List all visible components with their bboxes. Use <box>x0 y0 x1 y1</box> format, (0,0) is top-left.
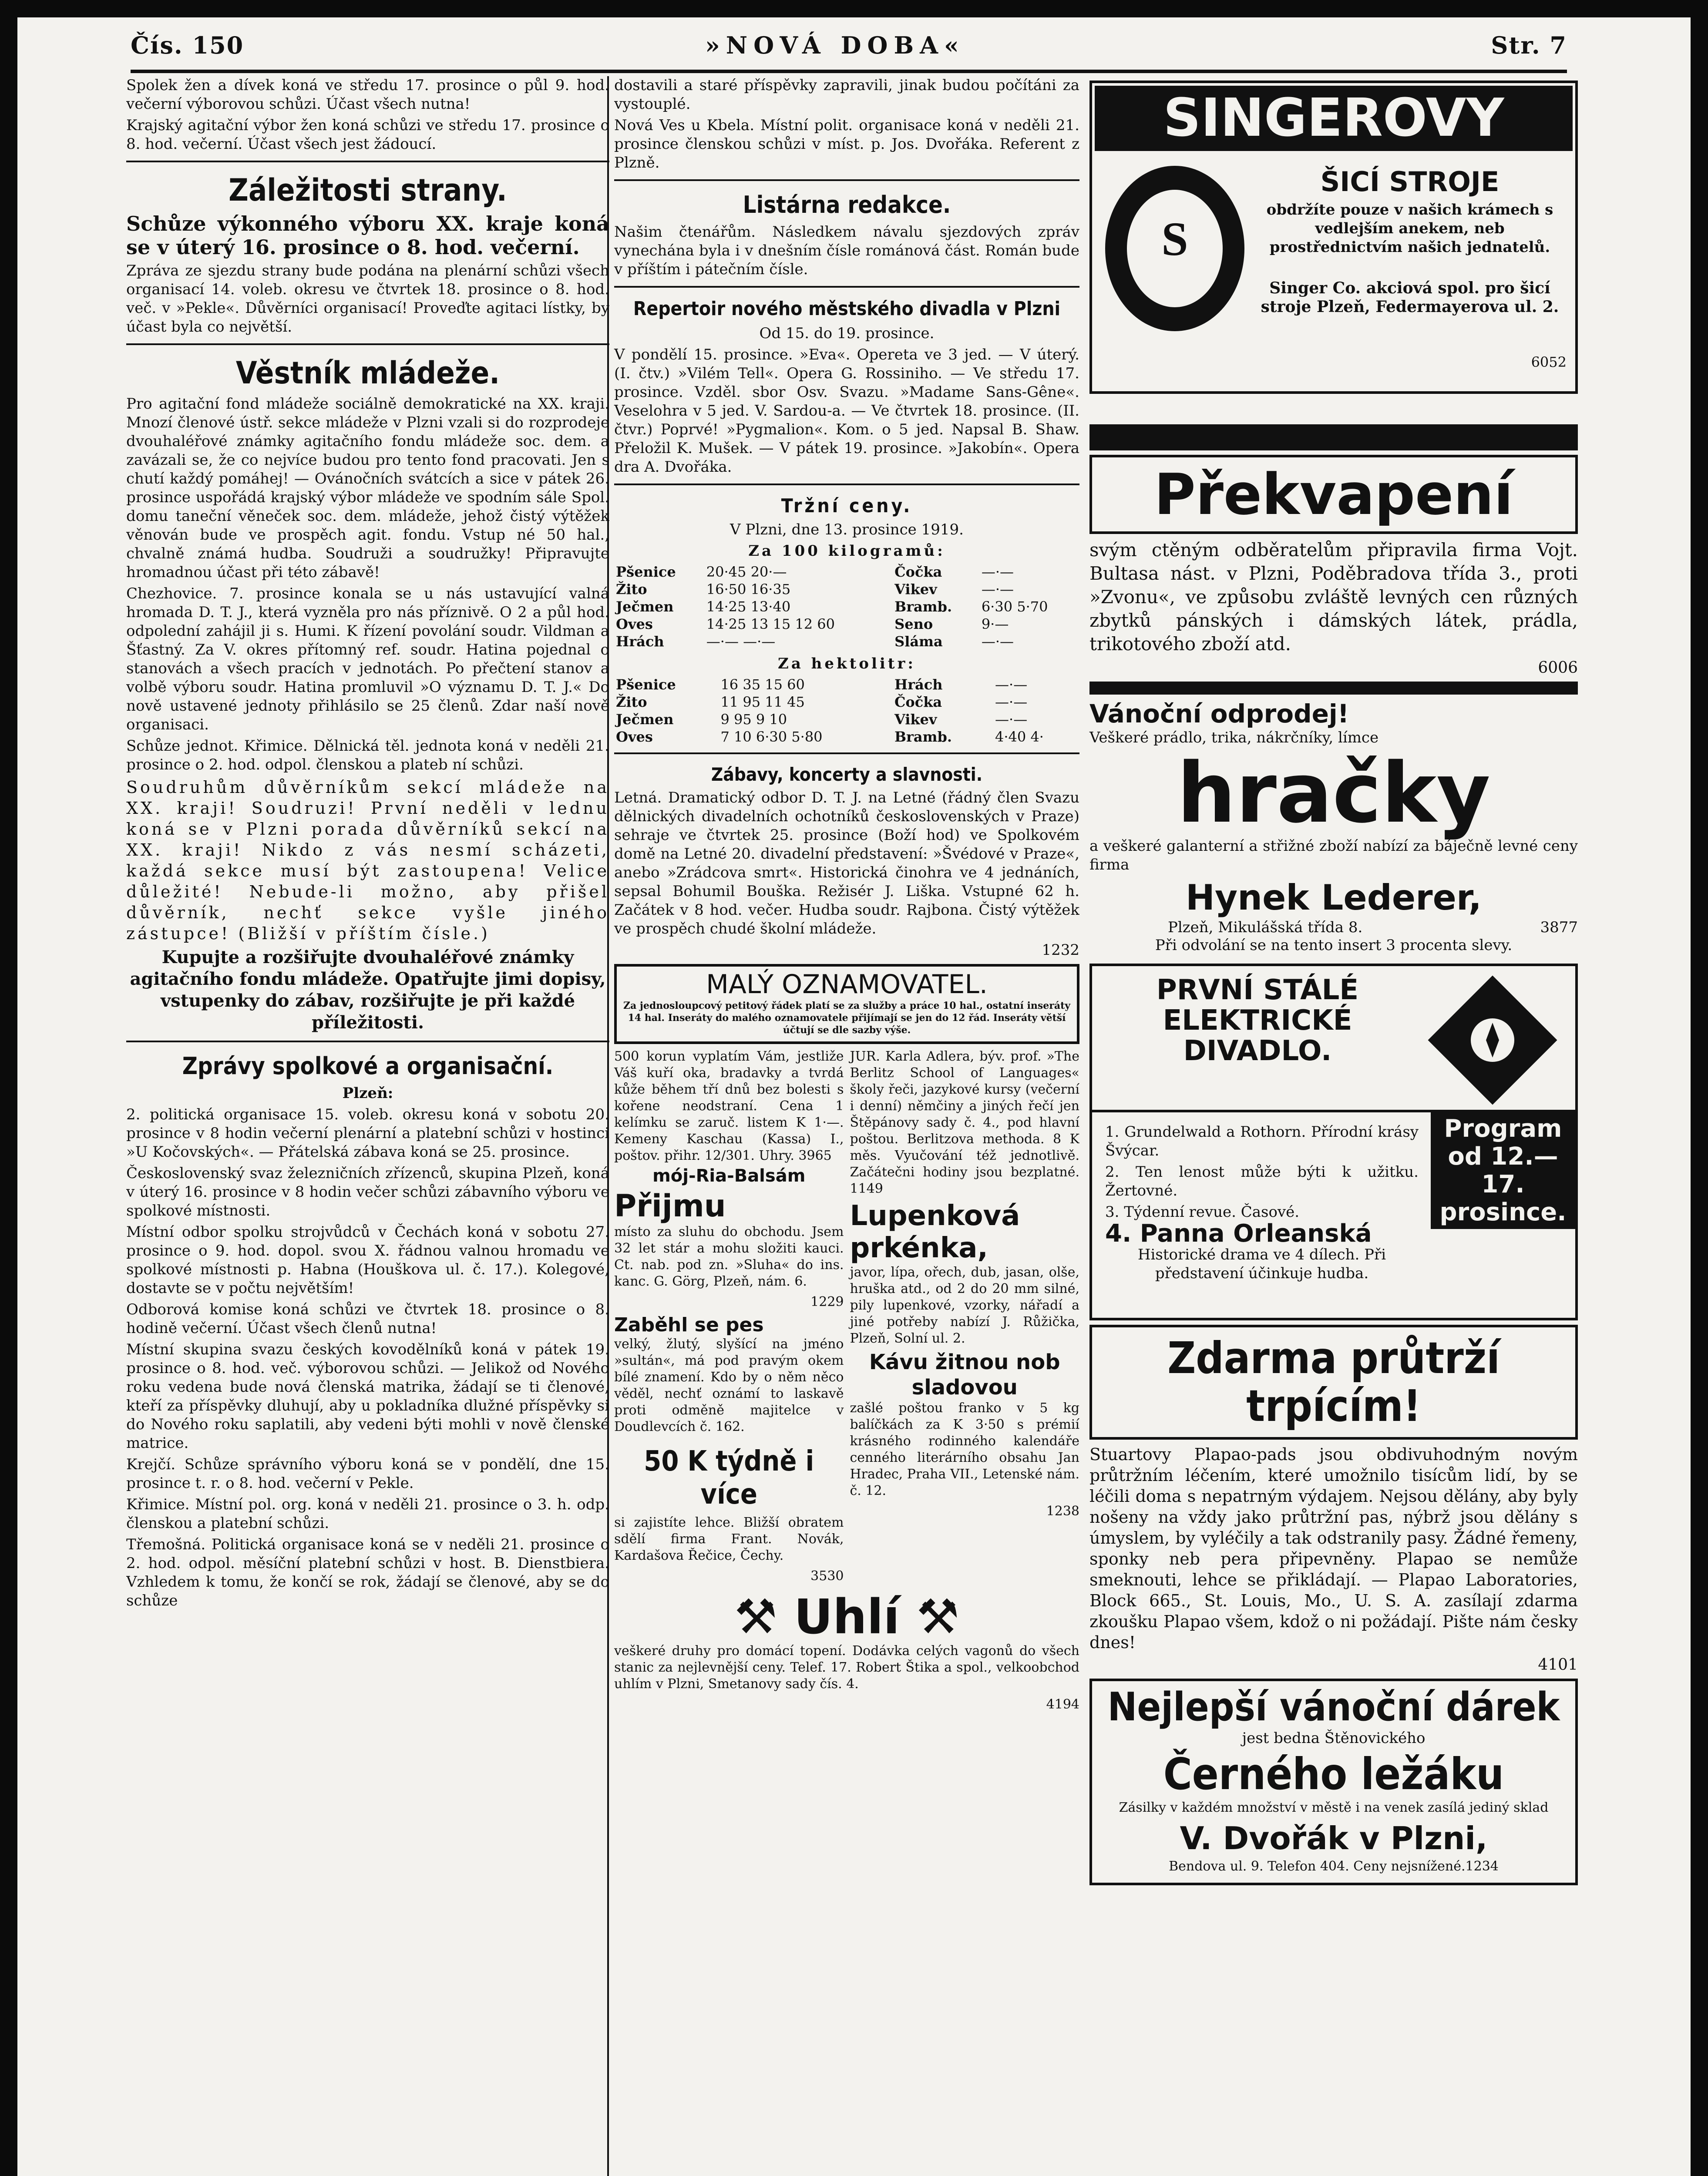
notice-skupina: Místní skupina svazu českých kovodělníků koná v pátek 19. prosince o 8. hod. več. výborovou schůzi. — Jelikož od Nového roku vedena bude nová členská matrika, žádají se ti členové, kteří za příspěvky dluhují, aby u pokladníka dlužné příspěvky si do Nového roku saplatili, aby vedeni býti mohli v nově členské matrice. <box>126 1341 609 1452</box>
price-kg-cell: Oves <box>616 616 653 632</box>
newspaper-title: »NOVÁ DOBA« <box>705 31 965 59</box>
column-2 <box>607 76 1079 2176</box>
notice-2pol: 2. politická organisace 15. voleb. okresu koná v sobotu 20. prosince v 8 hodin večerní plenární a platební schůzi v hostinci »U Kočovských«. — Přátelská zábava koná se 25. prosince. <box>126 1106 609 1161</box>
ad-kavu: zašlé poštou franko v 5 kg balíčkách za K 3·50 s prémií krásného rodinného kalendáře cenného literárního obsahu Jan Hradec, Praha VII., Letenské nám. č. 12. <box>850 1400 1079 1498</box>
hammer-pick-icon: ⚒ <box>900 1589 959 1645</box>
repertoir-dates: Od 15. do 19. prosince. <box>759 325 935 342</box>
price-kg-cell: 20·45 20·— <box>706 564 787 580</box>
vanocni-heading: Vánoční odprodej! <box>1089 699 1349 729</box>
price-kg-cell: Čočka <box>894 564 942 580</box>
price-hl-cell: —·— <box>995 711 1028 728</box>
section-heading-listarna: Listárna redakce. <box>743 191 951 218</box>
classified-grid <box>614 1048 1079 1588</box>
price-hl-row <box>614 711 1079 728</box>
ad-500-korun: 500 korun vyplatím Vám, jestliže Váš kuří oka, bradavky a tvrdá kůže během tří dnů bez bolesti s kořene neodstraní. Cena 1 kelímku se zaruč. listem K 1·—. Kemeny Kaschau (Kassa) I., poštov. přihr. 12/301. Uhry. 3965 <box>614 1049 844 1163</box>
svg-text:S: S <box>1161 212 1188 265</box>
divider <box>614 484 1079 485</box>
ad-kavu-heading: Kávu žitnou nob sladovou <box>869 1350 1060 1400</box>
trzni-kg-label: Za 100 kilogramů: <box>748 542 945 560</box>
ad-uhli-title: Uhlí <box>793 1589 900 1645</box>
price-hl-cell: 9 95 9 10 <box>720 711 787 728</box>
notice-schuze-jednot: Schůze jednot. Křimice. Dělnická těl. jednota koná v neděli 21. prosince o 2. hod. odpol. členskou a plateb ní schůzi. <box>126 737 609 773</box>
price-hl-cell: Ječmen <box>616 711 674 728</box>
notice-kupujte: Kupujte a rozšiřujte dvouhaléřové známky agitačního fondu mládeže. Opatřujte jimi dopisy, vstupenky do zábav, rozšiřujte je při každé příležitosti. <box>130 947 606 1033</box>
price-hl-cell: —·— <box>995 676 1028 693</box>
ornament-icon <box>1427 975 1558 1105</box>
lederer-address: Plzeň, Mikulášská třída 8. <box>1168 919 1363 936</box>
price-kg-cell: 14·25 13·40 <box>706 598 791 615</box>
column-1 <box>126 76 609 2176</box>
kino-item-1: 1. Grundelwald a Rothorn. Přírodní krásy Švýcar. <box>1105 1123 1419 1159</box>
price-kg-cell: Hrách <box>616 633 664 650</box>
darek-heading: Nejlepší vánoční dárek <box>1107 1684 1560 1730</box>
classified-left <box>614 1048 844 1588</box>
ad-kavu-number: 1238 <box>1046 1504 1079 1519</box>
singer-subheading: ŠICÍ STROJE <box>1320 166 1500 198</box>
notice-listarna: Našim čtenářům. Následkem návalu sjezdových zpráv vynechána byla i v dnešním čísle románová část. Román bude v příštím i pátečním čísle. <box>614 223 1079 278</box>
subheading-plzen: Plzeň: <box>342 1085 393 1102</box>
price-table-hl <box>614 676 1079 745</box>
singer-logo-icon <box>1101 161 1249 336</box>
singer-heading: SINGEROVY <box>1095 86 1573 151</box>
notice-ceskoslovensky: Československý svaz železničních zřízenců, skupina Plzeň, koná v úterý 16. prosince v 8 hodin večer schůzi zábavního výboru ve spolkové místnosti. <box>126 1165 609 1219</box>
section-heading-strany: Záležitosti strany. <box>229 172 507 208</box>
vanocni-text: Veškeré prádlo, trika, nákrčníky, límce <box>1089 729 1379 746</box>
repertoir-program: V pondělí 15. prosince. »Eva«. Opereta ve 3 jed. — V úterý. (I. čtv.) »Vilém Tell«. Opera G. Rossiniho. — Ve středu 17. prosince. Vzděl. sbor Osv. Svazu. »Madame Sans-Gêne«. Veselohra v 5 jed. V. Sardou-a. — Ve čtvrtek 18. prosince. (II. čtvr.) Poprvé! »Pygmalion«. Kom. o 5 jed. Napsal B. Shaw. Přeložil K. Mušek. — V pátek 19. prosince. »Jakobín«. Opera dra A. Dvořáka. <box>614 346 1079 476</box>
singer-number: 6052 <box>1531 354 1567 370</box>
ad-lupen-heading: Lupenková prkénka, <box>850 1200 1020 1264</box>
maly-oznamovatel-box <box>614 964 1079 1044</box>
lezak-heading: Černého ležáku <box>1163 1749 1504 1800</box>
ad-50k-heading: 50 K týdně i více <box>644 1445 814 1511</box>
price-kg-row <box>614 563 1079 581</box>
prekvapeni-text: svým ctěným odběratelům připravila firma Vojt. Bultasa nást. v Plzni, Poděbradova třída 3., proti »Zvonu«, ve způsobu zvláště levných cen různých zbytků pánských i dámských látek, prádla, trikotového zboží atd. <box>1089 539 1578 655</box>
maly-oznamovatel-title: MALÝ OZNAMOVATEL. <box>706 969 988 1000</box>
price-hl-row <box>614 728 1079 745</box>
price-kg-row <box>614 615 1079 633</box>
dvorak-heading: V. Dvořák v Plzni, <box>1180 1820 1488 1857</box>
price-kg-cell: 9·— <box>981 616 1009 632</box>
classified-right <box>850 1048 1080 1588</box>
price-hl-cell: Vikev <box>894 711 937 728</box>
notice-chezhovice: Chezhovice. 7. prosince konala se u nás ustavující valná hromada D. T. J., která vyzněla pro nás příznivě. O 2 a půl hod. odpolední zahájil ji s. Humi. K řízení povolání soudr. Vildman a Šťastný. Za V. okres přítomný ref. soudr. Hatina pojednal o stanovách a všech pracích v jednotách. Po přečtení stanov a volbě výboru soudr. Hatina promluvil »O významu D. T. J.« Do nově ustavené jednoty přihlásilo se 25 členů. Zdar naší nově organisaci. <box>126 585 609 733</box>
price-hl-cell: 11 95 11 45 <box>720 694 805 710</box>
singer-company: Singer Co. akciová spol. pro šicí stroje Plzeň, Federmayerova ul. 2. <box>1261 279 1559 316</box>
dvorak-number: 1234 <box>1465 1859 1499 1874</box>
price-kg-cell: —·— <box>981 564 1014 580</box>
price-kg-cell: Seno <box>894 616 933 632</box>
trzni-date: V Plzni, dne 13. prosince 1919. <box>730 521 964 538</box>
issue-number: Čís. 150 <box>131 31 244 59</box>
price-hl-cell: Žito <box>616 694 647 710</box>
price-hl-cell: —·— <box>995 694 1028 710</box>
ad-50k: si zajistíte lehce. Bližší obratem sdělí firma Frant. Novák, Kardašova Řečice, Čechy. <box>614 1515 844 1563</box>
lederer-number: 3877 <box>1540 919 1578 936</box>
price-hl-row <box>614 676 1079 693</box>
zdarma-heading: Zdarma průtrží trpícím! <box>1167 1333 1500 1431</box>
kino-item-4: 4. Panna Orleanská <box>1105 1219 1372 1248</box>
price-kg-cell: Žito <box>616 581 647 598</box>
divider <box>614 752 1079 754</box>
notice-zprava: Zpráva ze sjezdu strany bude podána na plenární schůzi všech organisací 14. voleb. okresu ve čtvrtek 18. prosince o 8. hod. več. v »Pekle«. Důvěrníci organisací! Proveďte agitaci lístky, by účast byla co největší. <box>126 262 609 336</box>
ad-prijmu-number: 1229 <box>810 1294 844 1310</box>
kino-item-2: 2. Ten lenost může býti k užitku. Žertovné. <box>1105 1163 1419 1199</box>
lezak-text: Zásilky v každém množství v městě i na venek zasílá jediný sklad <box>1119 1800 1549 1815</box>
notice-letna-number: 1232 <box>1042 941 1079 959</box>
maly-oznamovatel-rules: Za jednosloupcový petitový řádek platí se za služby a práce 10 hal., ostatní inseráty 14 hal. Inseráty do malého oznamovatele přijímají se jen do 12 řád. Inseráty větší účtují se dle sazby výše. <box>623 1000 1071 1036</box>
section-heading-mladeze: Věstník mládeže. <box>235 355 500 391</box>
price-kg-row <box>614 598 1079 615</box>
ad-uhli: veškeré druhy pro domácí topení. Dodávka celých vagonů do všech stanic za nejlevnější ceny. Telef. 17. Robert Štika a spol., velkoobchod uhlím v Plzni, Smetanovy sady čís. 4. <box>614 1643 1079 1692</box>
price-hl-cell: 16 35 15 60 <box>720 676 805 693</box>
ad-prekvapeni-box <box>1089 455 1578 534</box>
price-kg-cell: Sláma <box>894 633 943 650</box>
black-rule <box>1089 424 1578 450</box>
price-kg-cell: Ječmen <box>616 598 674 615</box>
notice-mistni-odbor: Místní odbor spolku strojvůdců v Čechách koná v sobotu 27. prosince o 9. hod. dopol. svou X. řádnou valnou hromadu ve spolkové místnosti p. Habna (Houškova ul. č. 17.). Kolegové, dostavte se v počtu největším! <box>126 1223 609 1297</box>
zdarma-number: 4101 <box>1538 1656 1578 1674</box>
price-hl-cell: 4·40 4· <box>995 729 1044 745</box>
notice-letna: Letná. Dramatický odbor D. T. J. na Letné (řádný člen Svazu dělnických divadelních ochotníků československých v Praze) sehraje ve čtvrtek 25. prosince (Boží hod) ve Spolkovém domě na Letné 20. divadelní představení: »Švédové v Praze«, anebo »Zrádcova smrt«. Historická činohra ve 4 jednáních, sepsal Bohumil Bouška. Režisér J. Liška. Vstupné 62 h. Začátek v 8 hod. večer. Hudba soudr. Rajbona. Čistý výtěžek ve prospěch chudé školní mládeže. <box>614 789 1079 937</box>
ad-kino-box <box>1089 964 1578 1320</box>
notice-krimice: Křimice. Místní pol. org. koná v neděli 21. prosince o 3. h. odp. členskou a platební schůzi. <box>126 1496 609 1532</box>
price-hl-row <box>614 693 1079 711</box>
divider <box>126 1041 609 1042</box>
section-heading-repertoir: Repertoir nového městského divadla v Plzni <box>633 298 1061 320</box>
program-heading: Program od 12.—17. prosince. <box>1431 1112 1575 1229</box>
ad-uhli-heading <box>614 1591 1079 1643</box>
notice-soudruhum: Soudruhům důvěrníkům sekcí mládeže na XX. kraji! Soudruzi! První neděli v lednu koná se v Plzni porada důvěrníků sekcí na XX. kraji! Nikdo z vás nesmí scházeti, každá sekce musí být zastoupena! Velice důležité! Nebude-li možno, aby přišel důvěrník, nechť sekce vyšle jiného zástupce! (Bližší v příštím čísle.) <box>126 778 609 943</box>
section-heading-trzni: Tržní ceny. <box>781 495 913 517</box>
notice-schuze: Schůze výkonného výboru XX. kraje koná se v úterý 16. prosince o 8. hod. večerní. <box>126 212 609 259</box>
ad-50k-number: 3530 <box>810 1568 844 1584</box>
kino-text: Historické drama ve 4 dílech. Při představení účinkuje hudba. <box>1137 1246 1386 1282</box>
trzni-hl-label: Za hektolitr: <box>778 655 916 672</box>
hracky-text: a veškeré galanterní a střižné zboží nabízí za báječně levné ceny firma <box>1089 837 1578 873</box>
price-kg-cell: Bramb. <box>894 598 952 615</box>
ad-zabehl-heading: Zaběhl se pes <box>614 1314 764 1336</box>
dvorak-address-text: Bendova ul. 9. Telefon 404. Ceny nejsnížené. <box>1169 1859 1466 1874</box>
notice-nova-ves: Nová Ves u Kbela. Místní polit. organisace koná v neděli 21. prosince členskou schůzi v míst. p. Jos. Dvořáka. Referent z Plzně. <box>614 117 1079 171</box>
notice-spolek: Spolek žen a dívek koná ve středu 17. prosince o půl 9. hod. večerní výborovou schůzi. Účast všech nutna! <box>126 77 609 113</box>
singer-text: obdržíte pouze v našich krámech s vedlejším anekem, neb prostřednictvím našich jednatelů. <box>1266 201 1553 256</box>
price-hl-cell: Hrách <box>894 676 943 693</box>
ad-prijmu-heading: Přijmu <box>614 1188 726 1224</box>
price-kg-cell: 6·30 5·70 <box>981 598 1048 615</box>
lederer-heading: Hynek Lederer, <box>1186 877 1482 918</box>
ad-zdarma-box <box>1089 1325 1578 1440</box>
price-kg-row <box>614 633 1079 650</box>
black-rule <box>1089 682 1578 695</box>
hammer-pick-icon: ⚒ <box>734 1589 794 1645</box>
lederer-discount: Při odvolání se na tento insert 3 procenta slevy. <box>1155 937 1513 954</box>
price-hl-cell: Oves <box>616 729 653 745</box>
price-kg-cell: Vikev <box>894 581 937 598</box>
prekvapeni-number: 6006 <box>1538 659 1578 677</box>
ad-singer <box>1089 81 1578 394</box>
divider <box>614 179 1079 181</box>
kino-item-3: 3. Týdenní revue. Časové. <box>1105 1203 1300 1221</box>
price-hl-cell: Bramb. <box>894 729 952 745</box>
price-kg-cell: 16·50 16·35 <box>706 581 791 598</box>
ad-lezak-box <box>1089 1679 1578 1885</box>
section-heading-zabavy: Zábavy, koncerty a slavnosti. <box>711 764 983 785</box>
divider <box>126 161 609 162</box>
page-number: Str. 7 <box>1491 31 1567 59</box>
price-kg-cell: —·— —·— <box>706 633 776 650</box>
price-hl-cell: Pšenice <box>616 676 676 693</box>
notice-fond: Pro agitační fond mládeže sociálně demokratické na XX. kraji. Mnozí členové ústř. sekce mládeže v Plzni vzali si do rozprodeje dvouhaléřové známky agitačního fondu mládeže soc. dem. a zavázali se, že co nejvíce budou pro tento fond pracovati. Jen s chutí každý pomáhej! — Ovánočních svátcích a sice v pátek 26. prosince uspořádá krajský výbor mládeže ve spodním sále Spol. domu taneční věneček soc. dem. mládeže, jehož čistý výtěžek věnován bude ve prospěch agit. fondu. Vstup né 50 hal., chvalně známá hudba. Soudruži a soudružky! Připravujte hromadnou účast při této zábavě! <box>126 395 609 581</box>
notice-krajsky: Krajský agitační výbor žen koná schůzi ve středu 17. prosince o 8. hod. večerní. Účast všech jest žádoucí. <box>126 117 609 153</box>
price-table-kg <box>614 563 1079 650</box>
prekvapeni-heading: Překvapení <box>1154 461 1513 527</box>
price-kg-cell: —·— <box>981 581 1014 598</box>
darek-sub: jest bedna Štěnovického <box>1242 1729 1426 1747</box>
ad-prijmu: místo za sluhu do obchodu. Jsem 32 let stár a mohu složiti kauci. Ct. nab. pod zn. »Sluha« do ins. kanc. G. Görg, Plzeň, nám. 6. <box>614 1224 844 1289</box>
kino-heading: PRVNÍ STÁLÉ ELEKTRICKÉ DIVADLO. <box>1156 974 1359 1067</box>
ad-lupen: javor, lípa, ořech, dub, jasan, olše, hruška atd., od 2 do 20 mm silné, pily lupenkové, vzorky, nářadí a jiné potřeby nabízí J. Růžička, Plzeň, Solní ul. 2. <box>850 1265 1079 1346</box>
dvorak-address <box>1096 1857 1571 1876</box>
divider <box>614 286 1079 288</box>
ad-jur-adler: JUR. Karla Adlera, býv. prof. »The Berlitz School of Languages« školy řeči, jazykové kursy (večerní i denní) němčiny a jiných řečí jen Štěpánovy sady č. 4., pod hlavní poštou. Berlitzova methoda. 8 K měs. Vyučování též jednotlivě. Začátečni hodiny jsou bezplatné. 1149 <box>850 1049 1079 1196</box>
hracky-heading: hračky <box>1177 745 1490 841</box>
price-kg-cell: 14·25 13 15 12 60 <box>706 616 835 632</box>
ad-ria-balsam: mój-Ria-Balsám <box>652 1166 806 1186</box>
zdarma-text: Stuartovy Plapao-pads jsou obdivuhodným novým průtržním léčením, které umožnilo tisícům lidí, by se léčili doma s nepatrným výdajem. Nejsou dělány, aby byly nošeny na vždy jako průtržní pas, nýbrž jsou dělány s úmyslem, by vyléčily a tak odstranily pasy. Žádné řemeny, sponky neb pera připevněny. Plapao se nemůže smeknouti, lehce se přikládají. — Plapao Laboratories, Block 665., St. Louis, Mo., U. S. A. zasílají zdarma zkoušku Plapao všem, kdož o ni požádají. Pište nám česky dnes! <box>1089 1445 1578 1652</box>
kino-program-list <box>1105 1123 1419 1286</box>
section-heading-zpravy: Zprávy spolkové a organisační. <box>182 1052 554 1080</box>
ad-uhli-number: 4194 <box>1046 1697 1079 1712</box>
notice-continued: dostavili a staré příspěvky zapravili, jinak budou počítáni za vystouplé. <box>614 77 1079 113</box>
lederer-address-row <box>1089 919 1578 936</box>
ad-zabehl: velký, žlutý, slyšící na jméno »sultán«, má pod pravým okem bílé znamení. Kdo by o něm něco věděl, nechť oznámí to laskavě proti odměně majitelce v Doudlevcích č. 162. <box>614 1336 844 1434</box>
price-hl-cell: Čočka <box>894 694 942 710</box>
price-hl-cell: 7 10 6·30 5·80 <box>720 729 823 745</box>
column-3 <box>1086 76 1578 2176</box>
price-kg-cell: Pšenice <box>616 564 676 580</box>
page-header <box>131 26 1567 73</box>
price-kg-row <box>614 581 1079 598</box>
notice-tremosna: Třemošná. Politická organisace koná se v neděli 21. prosince o 2. hod. odpol. měsíční platební schůzi v host. B. Dienstbiera. Vzhledem k tomu, že končí se rok, žádají se členové, aby se do schůze <box>126 1536 609 1609</box>
price-kg-cell: —·— <box>981 633 1014 650</box>
notice-odborova: Odborová komise koná schůzi ve čtvrtek 18. prosince o 8. hodině večerní. Účast všech členů nutna! <box>126 1301 609 1337</box>
divider <box>126 343 609 345</box>
notice-krejci: Krejčí. Schůze správního výboru koná se v pondělí, dne 15. prosince t. r. o 8. hod. večerní v Pekle. <box>126 1456 609 1492</box>
